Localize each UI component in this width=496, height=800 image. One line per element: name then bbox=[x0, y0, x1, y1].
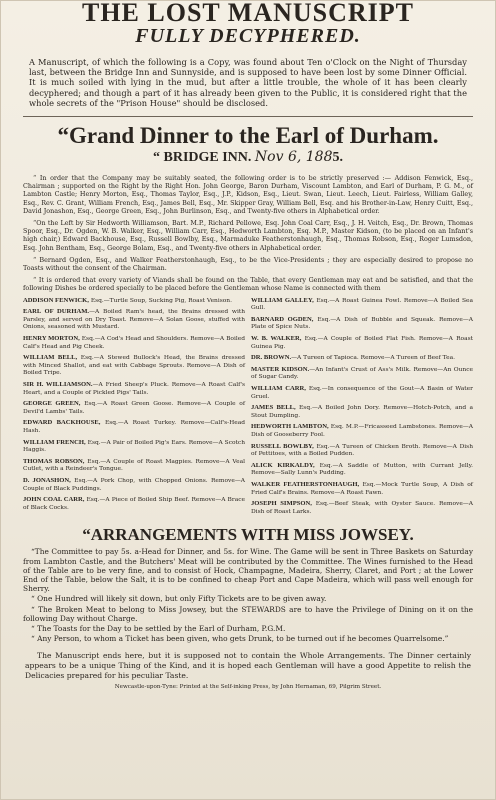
dish-entry bbox=[23, 496, 245, 512]
dish-description: Esq.—A Stewed Bullock's Head, the Brains dressed with Minced Shallot, and eat with Cabbage Sprouts. Remove—A Dish of Boiled Tripe. bbox=[23, 355, 245, 377]
dish-description: —A Boiled Ram's head, the Brains dressed with Parsley, and served on Dry Toast. Remove—A Solan Goose, stuffed with Onions, seasoned with Mustard. bbox=[23, 309, 245, 331]
guest-name: WALKER FEATHERSTONHAUGH, bbox=[251, 480, 360, 488]
dish-entry bbox=[251, 316, 473, 332]
dish-description: Esq.—A Cod's Head and Shoulders. Remove—A Boiled Calf's Head and Pig Cheek. bbox=[23, 336, 245, 350]
guest-name: D. JONASHON, bbox=[23, 476, 71, 484]
seating-order-paragraph: “ In order that the Company may be suitably seated, the following order is to be strictly preserved :— Addison Fenwick, Esq., Chairman ; supported on the Right by the Right Hon. John George, Baron Durham, Viscount Lambton, and Earl of Durham, P. G. M., of Lambton Castle; Henry Morton, Esq., Thomas Taylor, Esq., J.P., Kidson, Esq., Lieut. Swan, Lieut. Leech, Lieut. Fairless, William Galley, Esq., Rev. C. Grant, William French, Esq., James Bell, Esq., Mr. Skipper Gray, William Bell, Esq. and his Brother-in-Law, Henry Cuitt, Esq., David Jonashon, Esq., George Green, Esq., John Burlinson, Esq., and Twenty-five others in Alphabetical order. bbox=[23, 174, 473, 215]
divider bbox=[23, 116, 473, 117]
dish-entry bbox=[251, 354, 473, 363]
dish-entry bbox=[23, 335, 245, 351]
viands-paragraph: “ It is ordered that every variety of Viands shall be found on the Table, that every Gentleman may eat and be satisfied, and that the following Dishes be ordered specially to be placed before the Gentleman whose Name is connected with them bbox=[23, 276, 473, 293]
document-subtitle: FULLY DECYPHERED. bbox=[135, 25, 361, 47]
intro-paragraph: A Manuscript, of which the following is a Copy, was found about Ten o'Clock on the Night of Thursday last, between the Bridge Inn and Sunnyside, and is supposed to have been lost by some Dinner Official. It is much soiled with lying in the mud, but after a little trouble, the whole of it has been clearly decyphered; and though a part of it has already been given to the Public, it is considered right that the whole secrets of the "Prison House" should be disclosed. bbox=[29, 57, 467, 108]
arrangements-list bbox=[23, 547, 473, 643]
guest-name: EDWARD BACKHOUSE, bbox=[23, 419, 101, 427]
guest-name: W. B. WALKER, bbox=[251, 335, 302, 343]
dishes-left-column bbox=[23, 297, 245, 520]
dish-entry bbox=[23, 297, 245, 306]
dish-description: Esq. M.P.—Fricasseed Lambstones. Remove—A Dish of Gooseberry Fool. bbox=[251, 424, 473, 438]
guest-name: ALICK KIRKALDY, bbox=[251, 461, 315, 469]
arrangement-item: “ The Toasts for the Day to be settled by the Earl of Durham, P.G.M. bbox=[31, 623, 286, 633]
dinner-heading: “Grand Dinner to the Earl of Durham. bbox=[57, 123, 439, 149]
dish-entry bbox=[23, 381, 245, 397]
left-seating-paragraph: “On the Left by Sir Hedworth Williamson, Bart. M.P., Richard Pellowe, Esq. John Coal Carr, Esq., J. H. Veitch, Esq., Dr. Brown, Thomas Spoor, Esq., Dr. Ogden, W. B. Walker, Esq., William Carr, Esq., Hedworth Lambton, Esq. M.P., Master Kidson, (to be placed on an Infant's high chair,) Edward Backhouse, Esq., Russell Bowlby, Esq., Marmaduke Featherstonhaugh, Esq., Thomas Robson, Esq., Roger Lumsdon, Esq. John Bentham, Esq., George Bolam, Esq., and Twenty-five others in Alphabetical order. bbox=[23, 219, 473, 252]
dish-description: Esq.—A Dish of Bubble and Squeak. Remove—A Plate of Spice Nuts. bbox=[251, 316, 473, 331]
dish-description: Esq.—A Pork Chop, with Chopped Onions. Remove—A Couple of Black Puddings. bbox=[23, 477, 246, 492]
dish-entry bbox=[251, 481, 473, 497]
dish-description: Esq.—A Roast Turkey. Remove—Calf's-Head Hash. bbox=[23, 420, 245, 434]
dish-entry bbox=[251, 366, 473, 382]
dishes-list bbox=[23, 297, 473, 520]
dish-entry bbox=[23, 354, 245, 378]
dish-description: Esq.—A Roast Guinea Fowl. Remove—A Boiled Sea Gull. bbox=[251, 297, 473, 312]
guest-name: ADDISON FENWICK, bbox=[23, 296, 89, 304]
dish-entry bbox=[251, 335, 473, 351]
dish-description: Esq.—A Saddle of Mutton, with Currant Jelly. Remove—Sally Lunn's Pudding. bbox=[251, 462, 474, 477]
dish-entry bbox=[23, 477, 245, 493]
guest-name: WILLIAM FRENCH, bbox=[23, 438, 86, 446]
dish-description: Esq.—A Tureen of Chicken Broth. Remove—A Dish of Pettitoes, with a Boiled Pudden. bbox=[251, 443, 474, 458]
guest-name: DR. BROWN. bbox=[251, 354, 292, 362]
guest-name: EARL OF DURHAM. bbox=[23, 308, 90, 316]
guest-name: MASTER KIDSON. bbox=[251, 365, 310, 373]
guest-name: JOSEPH SIMPSON, bbox=[251, 500, 312, 508]
vice-presidents-paragraph: “ Bernard Ogden, Esq., and Walker Featherstonhaugh, Esq., to be the Vice-Presidents ; they are especially desired to propose no Toasts without the consent of the Chairman. bbox=[23, 255, 473, 273]
venue-name: “ BRIDGE INN. bbox=[153, 150, 252, 166]
guest-name: RUSSELL BOWLBY, bbox=[251, 442, 314, 450]
guest-name: WILLIAM GALLEY, bbox=[251, 296, 314, 304]
dish-entry bbox=[251, 443, 473, 459]
guest-name: BARNARD OGDEN, bbox=[251, 315, 314, 323]
guest-name: HENRY MORTON, bbox=[23, 335, 80, 343]
dish-entry bbox=[251, 423, 473, 439]
dish-entry bbox=[251, 500, 473, 516]
handwritten-date: Nov 6, 188 bbox=[254, 149, 333, 166]
dish-description: Esq.—Mock Turtle Soup, A Dish of Fried Calf's Brains. Remove—A Roast Fawn. bbox=[251, 481, 473, 496]
dish-description: Esq.—A Pair of Boiled Pig's Ears. Remove—A Scotch Haggis. bbox=[23, 439, 245, 454]
date-suffix: 5. bbox=[332, 150, 343, 166]
dish-description: Esq.—A Couple of Boiled Flat Fish. Remove—A Roast Guinea Pig. bbox=[251, 336, 473, 350]
dish-entry bbox=[23, 439, 245, 455]
dish-entry bbox=[251, 385, 473, 401]
dish-description: Esq.—A Couple of Roast Magpies. Remove—A Veal Cutlet, with a Reindeer's Tongue. bbox=[23, 458, 246, 473]
arrangement-item: “ One Hundred will likely sit down, but only Fifty Tickets are to be given away. bbox=[31, 594, 327, 604]
guest-name: SIR H. WILLIAMSON. bbox=[23, 381, 93, 388]
guest-name: THOMAS ROBSON, bbox=[23, 457, 85, 465]
arrangement-item: “ The Broken Meat to belong to Miss Jowsey, but the STEWARDS are to have the Privilege of Dining on it on the following Day without Charge. bbox=[23, 604, 473, 623]
dish-description: —An Infant's Crust of Ass's Milk. Remove—An Ounce of Sugar Candy. bbox=[251, 366, 473, 381]
guest-name: WILLIAM BELL, bbox=[23, 354, 78, 362]
dish-description: —A Fried Sheep's Pluck. Remove—A Roast Calf's Heart, and a Couple of Pickled Pigs' Tails. bbox=[23, 382, 245, 396]
arrangement-item: “ Any Person, to whom a Ticket has been given, who gets Drunk, to be turned out if he becomes Quarrelsome.” bbox=[31, 634, 449, 644]
dish-entry bbox=[23, 400, 245, 416]
dish-entry bbox=[23, 419, 245, 435]
dish-description: Esq.—Beef Steak, with Oyster Sauce. Remove—A Dish of Roast Larks. bbox=[251, 501, 473, 515]
dish-entry bbox=[251, 462, 473, 478]
arrangements-heading: “ARRANGEMENTS WITH MISS JOWSEY. bbox=[82, 525, 414, 545]
dish-description: —A Tureen of Tapioca. Remove—A Tureen of Beef Tea. bbox=[291, 355, 456, 362]
dish-entry bbox=[23, 308, 245, 332]
closing-paragraph: The Manuscript ends here, but it is supposed not to contain the Whole Arrangements. The Dinner certainly appears to be a unique Thing of the Kind, and it is hoped each Gentleman will have a good Appetite to relish the Delicacies prepared for his peculiar Taste. bbox=[25, 651, 471, 680]
document-title: THE LOST MANUSCRIPT bbox=[81, 0, 415, 27]
guest-name: HEDWORTH LAMBTON, bbox=[251, 423, 329, 431]
dish-entry bbox=[251, 297, 473, 313]
dish-description: Esq.—In consequence of the Gout—A Basin of Water Gruel. bbox=[251, 386, 473, 400]
guest-name: JOHN COAL CARR, bbox=[23, 496, 85, 504]
dish-entry bbox=[23, 458, 245, 474]
guest-name: JAMES BELL, bbox=[251, 404, 296, 412]
dish-description: Esq.—A Roast Green Goose. Remove—A Couple of Devil'd Lambs' Tails. bbox=[23, 401, 245, 415]
venue-line bbox=[23, 149, 473, 166]
dish-description: Esq.—A Boiled John Dory. Remove—Hotch-Potch, and a Stout Dumpling. bbox=[251, 405, 473, 419]
arrangement-item: “The Committee to pay 5s. a-Head for Dinner, and 5s. for Wine. The Game will be sent in Three Baskets on Saturday from Lambton Castle, and the Butchers' Meat will be contributed by the Committee. The Wines furnished to the Head of the Table are to be very fine, and to consist of Hock, Champagne, Madeira, Sherry, Claret, and Port ; at the Lower End of the Table, below the Salt, it is to be confined to cheap Port and Cape Madeira, which will pass well enough for Sherry. bbox=[23, 547, 473, 594]
guest-name: WILLIAM CARR, bbox=[251, 385, 306, 392]
printer-imprint: Newcastle-upon-Tyne: Printed at the Self-inking Press, by John Hernaman, 69, Pilgrim Street. bbox=[114, 684, 382, 691]
dish-description: Esq.—A Piece of Boiled Ship Beef. Remove—A Brace of Black Cocks. bbox=[23, 497, 246, 511]
dish-entry bbox=[251, 404, 473, 420]
guest-name: GEORGE GREEN, bbox=[23, 400, 81, 408]
dish-description: Esq.—Turtle Soup, Sucking Pig, Roast Venison. bbox=[88, 297, 232, 304]
dishes-right-column bbox=[251, 297, 473, 520]
